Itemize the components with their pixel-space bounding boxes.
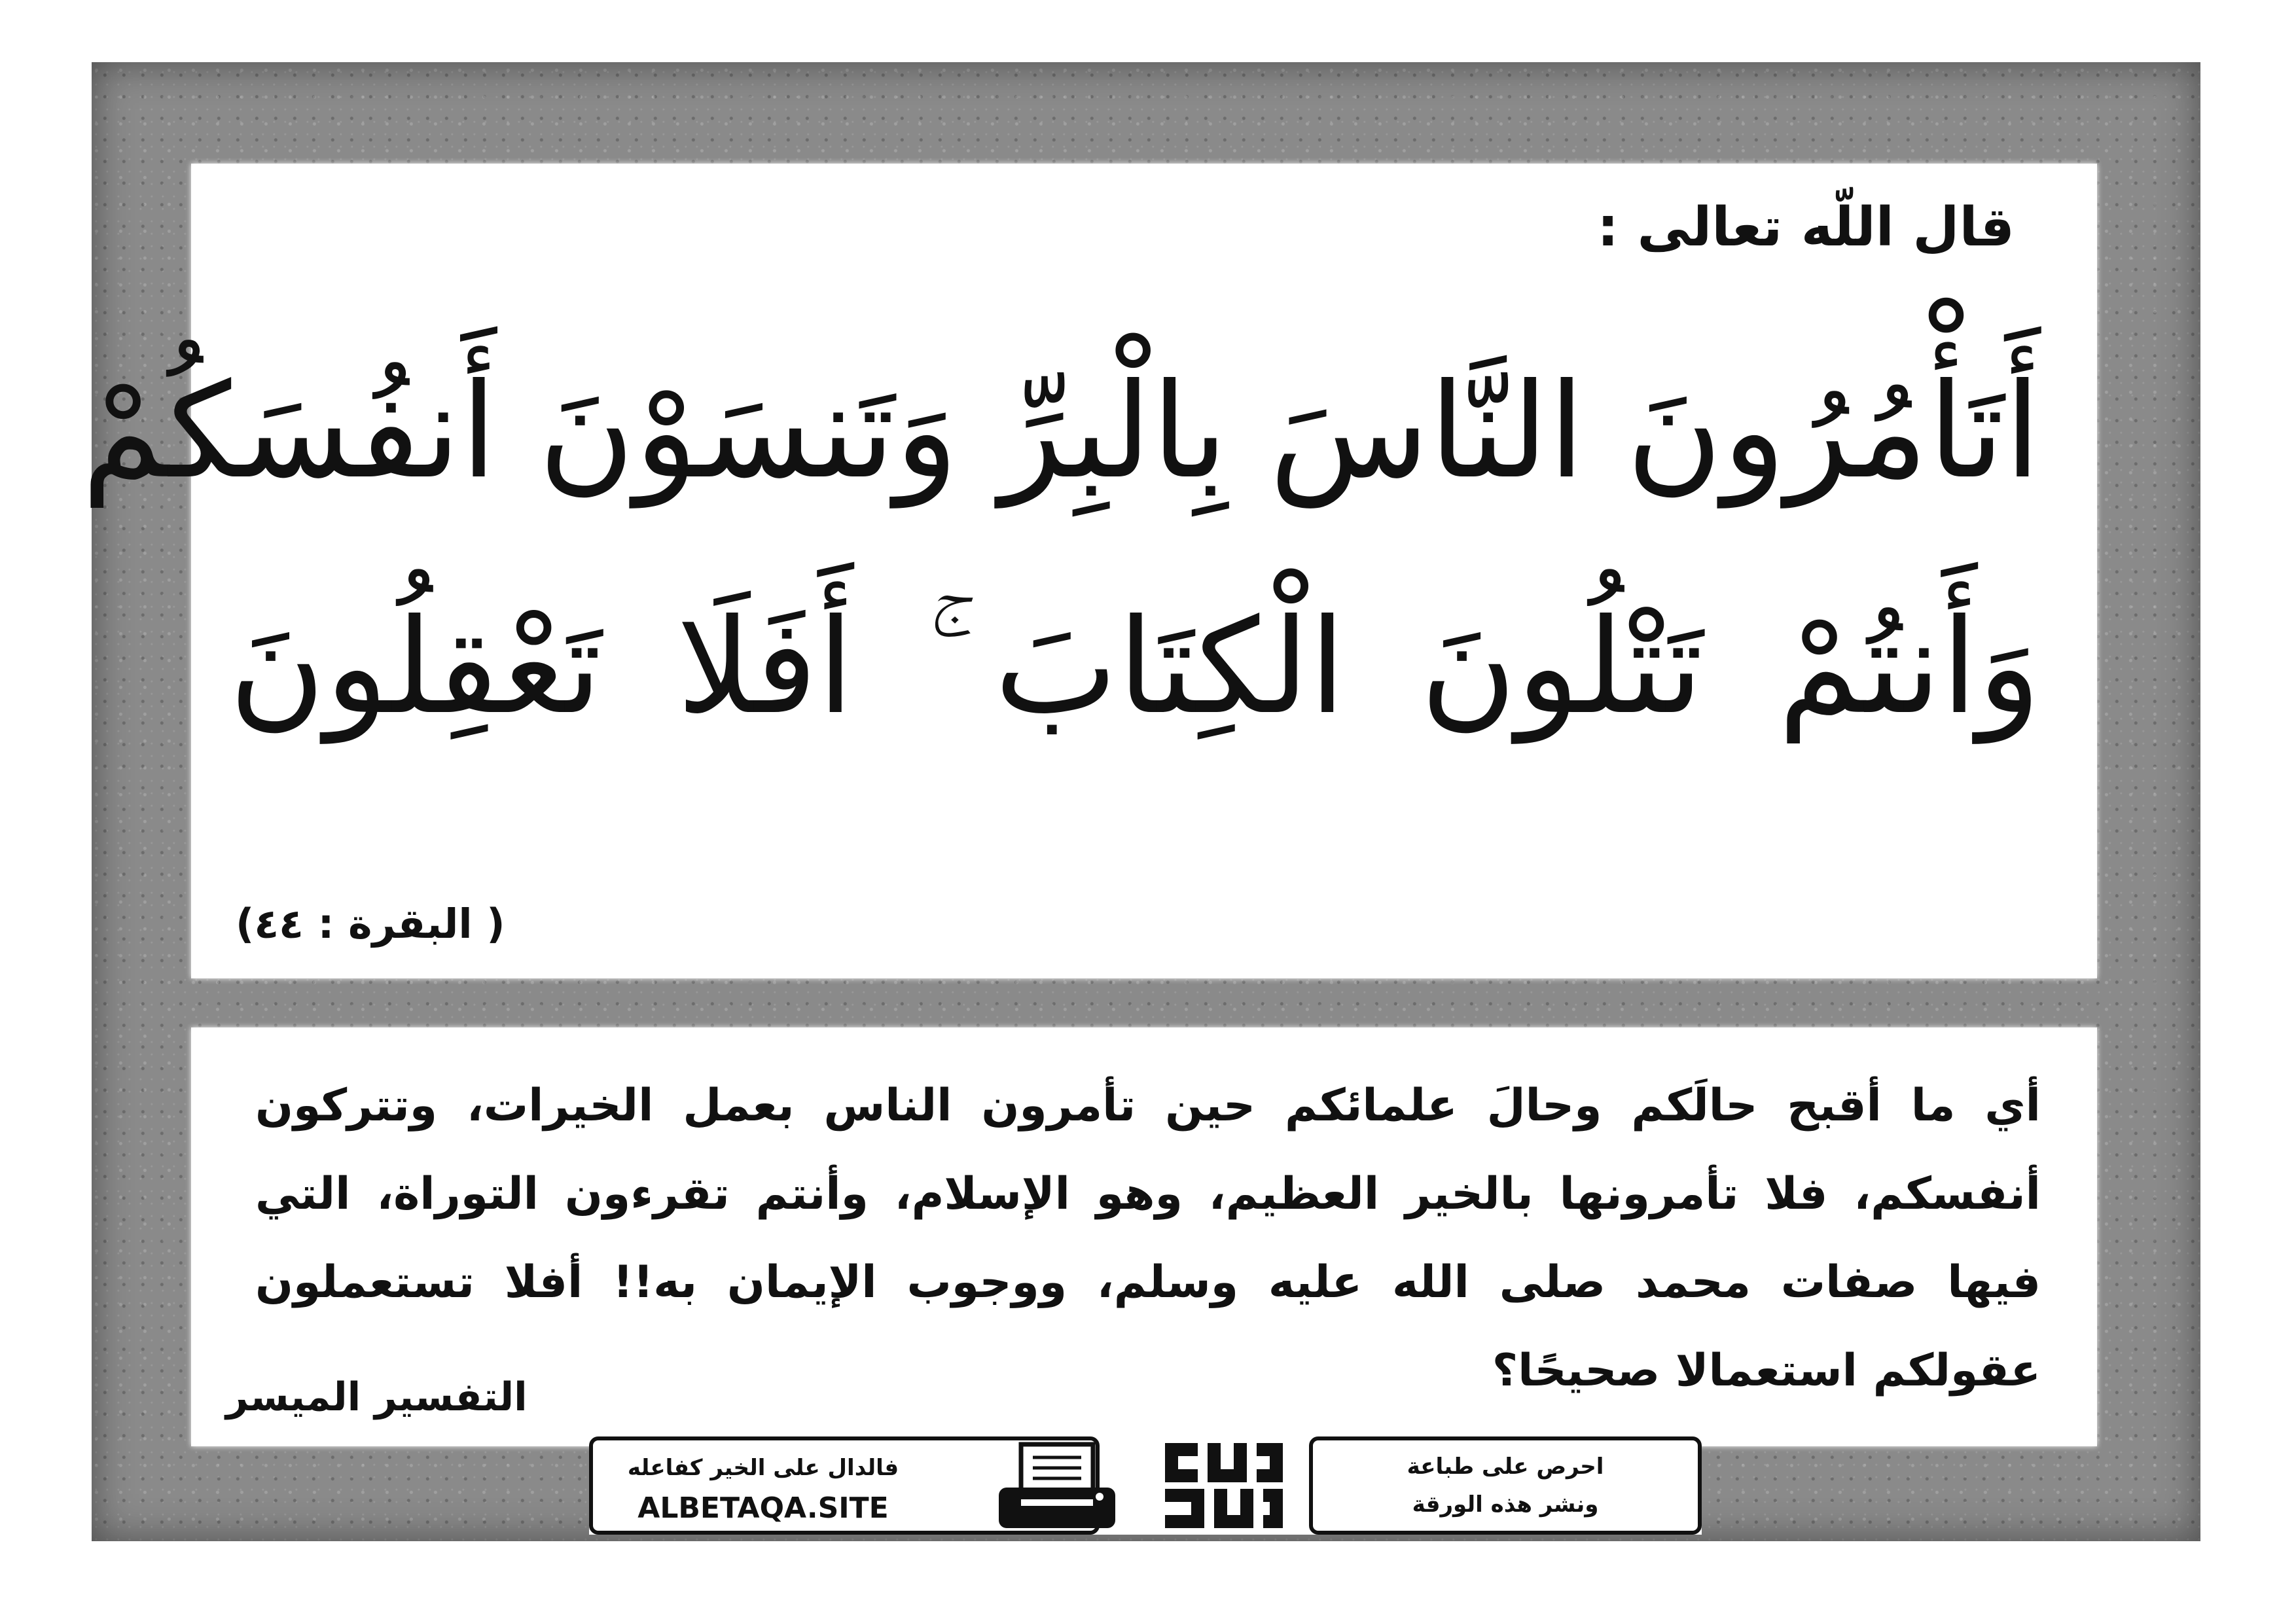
- print-call-line-1: احرص على طباعة: [1407, 1454, 1604, 1480]
- tafsir-line-1: أي ما أقبح حالَكم وحالَ علمائكم حين تأمرون الناس بعمل الخيرات، وتتركون: [255, 1080, 2041, 1132]
- website-link[interactable]: ALBETAQA.SITE: [637, 1491, 889, 1525]
- verse-line-1: أَتَأْمُرُونَ النَّاسَ بِالْبِرِّ وَتَنسَوْنَ أَنفُسَكُمْ: [81, 355, 2041, 508]
- kufic-logo-icon: [1158, 1436, 1289, 1535]
- tafsir-line-3: فيها صفات محمد صلى الله عليه وسلم، ووجوب الإيمان به!! أفلا تستعملون: [255, 1257, 2041, 1308]
- print-call-line-2: ونشر هذه الورقة: [1412, 1491, 1599, 1518]
- verse-citation: ( البقرة : ٤٤): [236, 900, 505, 948]
- verse-line-2: وَأَنتُمْ تَتْلُونَ الْكِتَابَ ۚ أَفَلَا تَعْقِلُونَ: [229, 591, 2041, 743]
- verse-panel: [81, 164, 2097, 978]
- tafsir-line-2: أنفسكم، فلا تأمرونها بالخير العظيم، وهو الإسلام، وأنتم تقرءون التوراة، التي: [255, 1168, 2041, 1220]
- printer-icon: [995, 1442, 1119, 1533]
- motto-text: فالدال على الخير كفاعله: [627, 1455, 899, 1481]
- intro-heading: قال اللّه تعالى :: [1597, 196, 2015, 259]
- tafsir-line-4: عقولكم استعمالا صحيحًا؟: [1492, 1345, 2041, 1397]
- footer-banner: [589, 1436, 1702, 1535]
- print-call-box: [1309, 1436, 1702, 1535]
- tafsir-source: التفسير الميسر: [226, 1374, 528, 1420]
